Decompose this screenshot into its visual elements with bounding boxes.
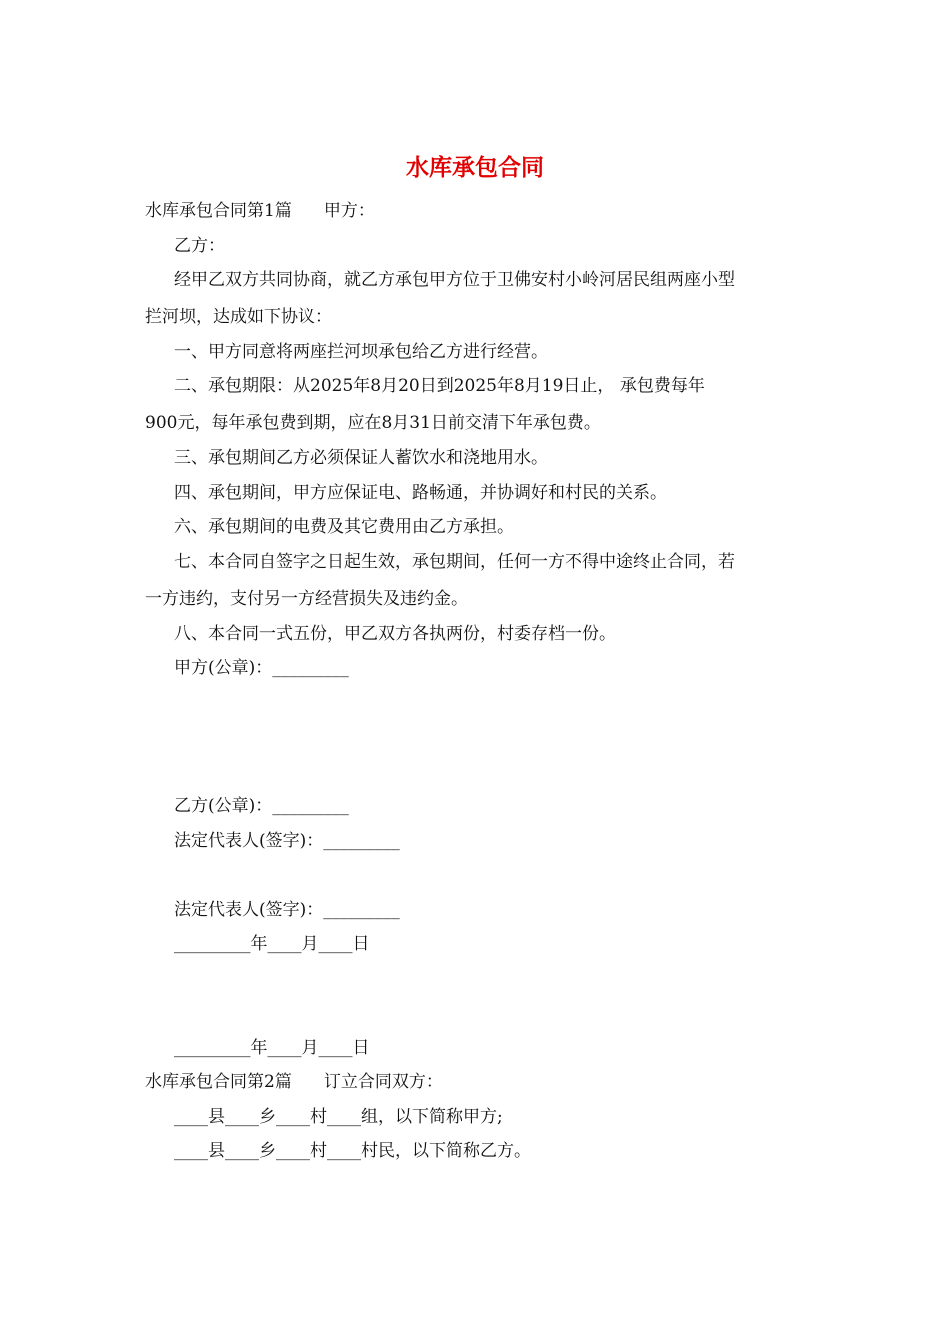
intro-line-1: 经甲乙双方共同协商，就乙方承包甲方位于卫佛安村小岭河居民组两座小型 <box>174 270 735 290</box>
section-1-label: 水库承包合同第1篇 <box>145 201 292 221</box>
section-1-heading <box>145 197 815 225</box>
clause-4: 四、承包期间，甲方应保证电、路畅通，并协调好和村民的关系。 <box>174 483 667 503</box>
party-b-definition: ____县____乡____村____村民，以下简称乙方。 <box>174 1141 531 1161</box>
clause-6: 六、承包期间的电费及其它费用由乙方承担。 <box>174 517 514 537</box>
party-b-seal-line: 乙方(公章)：_________ <box>174 796 349 816</box>
party-b-label: 乙方： <box>174 236 225 256</box>
party-a-seal-line: 甲方(公章)：_________ <box>174 658 349 678</box>
clause-3: 三、承包期间乙方必须保证人蓄饮水和浇地用水。 <box>174 448 548 468</box>
contract-parties-label: 订立合同双方： <box>323 1072 443 1092</box>
intro-line-2: 拦河坝，达成如下协议： <box>145 307 332 327</box>
legal-rep-signature-1: 法定代表人(签字)：_________ <box>174 831 400 851</box>
clause-8: 八、本合同一式五份，甲乙双方各执两份，村委存档一份。 <box>174 624 616 644</box>
party-a-label: 甲方： <box>323 201 375 221</box>
section-2-label: 水库承包合同第2篇 <box>145 1072 292 1092</box>
date-line-2: _________年____月____日 <box>174 1038 370 1058</box>
legal-rep-signature-2: 法定代表人(签字)：_________ <box>174 900 400 920</box>
clause-2-line-2: 900元，每年承包费到期，应在8月31日前交清下年承包费。 <box>145 413 601 433</box>
party-a-definition: ____县____乡____村____组，以下简称甲方; <box>174 1107 503 1127</box>
clause-7-line-2: 一方违约，支付另一方经营损失及违约金。 <box>145 589 468 609</box>
date-line-1: _________年____月____日 <box>174 934 370 954</box>
section-2-heading <box>145 1068 815 1096</box>
clause-1: 一、甲方同意将两座拦河坝承包给乙方进行经营。 <box>174 342 548 362</box>
document-title: 水库承包合同 <box>406 155 544 181</box>
clause-2-line-1: 二、承包期限：从2025年8月20日到2025年8月19日止， 承包费每年 <box>174 376 705 396</box>
clause-7-line-1: 七、本合同自签字之日起生效，承包期间，任何一方不得中途终止合同，若 <box>174 552 735 572</box>
